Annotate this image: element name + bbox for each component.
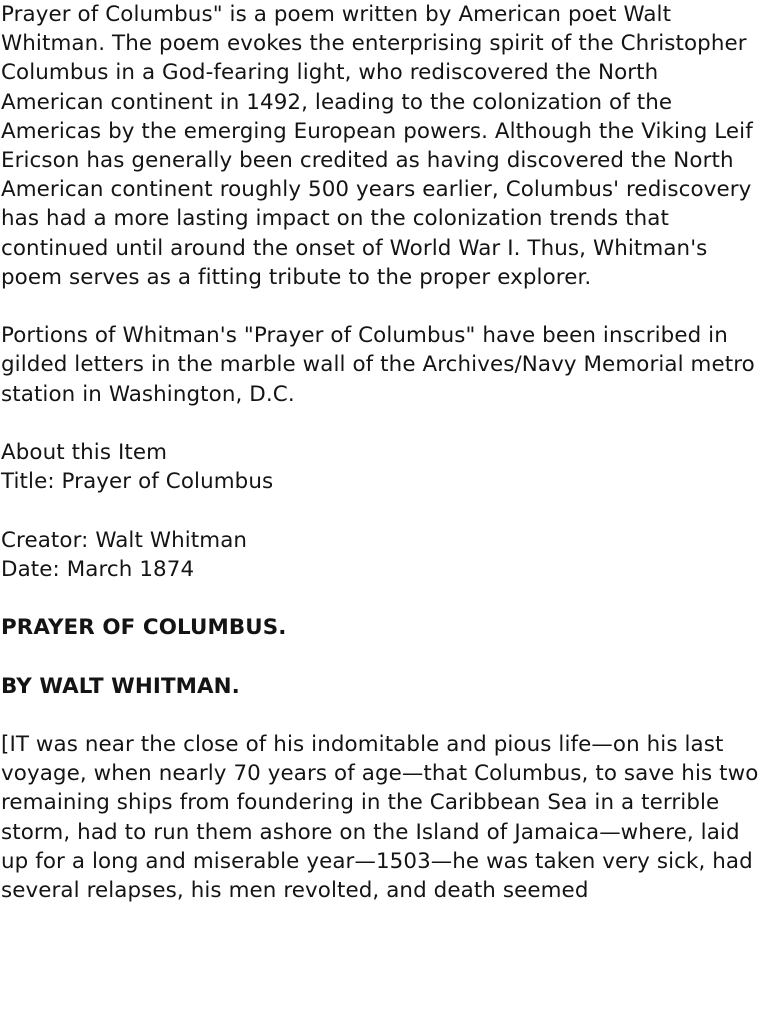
about-heading: About this Item <box>1 440 168 466</box>
intro-paragraph-2: Portions of Whitman's "Prayer of Columbus" have been inscribed in gilded letters in the marble wall of the Archives/Navy Memorial metro station in Washington, D.C. <box>1 323 755 407</box>
poem-title: PRAYER OF COLUMBUS. <box>1 615 287 641</box>
paragraph-spacer <box>1 701 767 730</box>
document-page <box>1 0 767 905</box>
about-creator-line: Creator: Walt Whitman <box>1 527 248 553</box>
about-title-line: Title: Prayer of Columbus <box>1 469 274 495</box>
poem-byline: BY WALT WHITMAN. <box>1 673 240 699</box>
intro-paragraph-1: Prayer of Columbus" is a poem written by American poet Walt Whitman. The poem evokes the enterprising spirit of the Christopher Columbus in a God-fearing light, who rediscovered the North American continent in 1492, leading to the colonization of the Americas by the emerging European powers. Although the Viking Leif Ericson has generally been credited as having discovered the North American continent roughly 500 years earlier, Columbus' rediscovery has had a more lasting impact on the colonization trends that continued until around the onset of World War I. Thus, Whitman's poem serves as a fitting tribute to the proper explorer. <box>1 2 753 290</box>
paragraph-spacer <box>1 584 767 613</box>
paragraph-spacer <box>1 496 767 525</box>
paragraph-spacer <box>1 409 767 438</box>
paragraph-spacer <box>1 642 767 671</box>
about-date-line: Date: March 1874 <box>1 556 195 582</box>
paragraph-spacer <box>1 292 767 321</box>
poem-preface: [IT was near the close of his indomitable and pious life—on his last voyage, when nearly 70 years of age—that Columbus, to save his two remaining ships from foundering in the Caribbean Sea in a terrible storm, had to run them ashore on the Island of Jamaica—where, laid up for a long and miserable year—1503—he was taken very sick, had several relapses, his men revolted, and death seemed <box>1 731 759 903</box>
